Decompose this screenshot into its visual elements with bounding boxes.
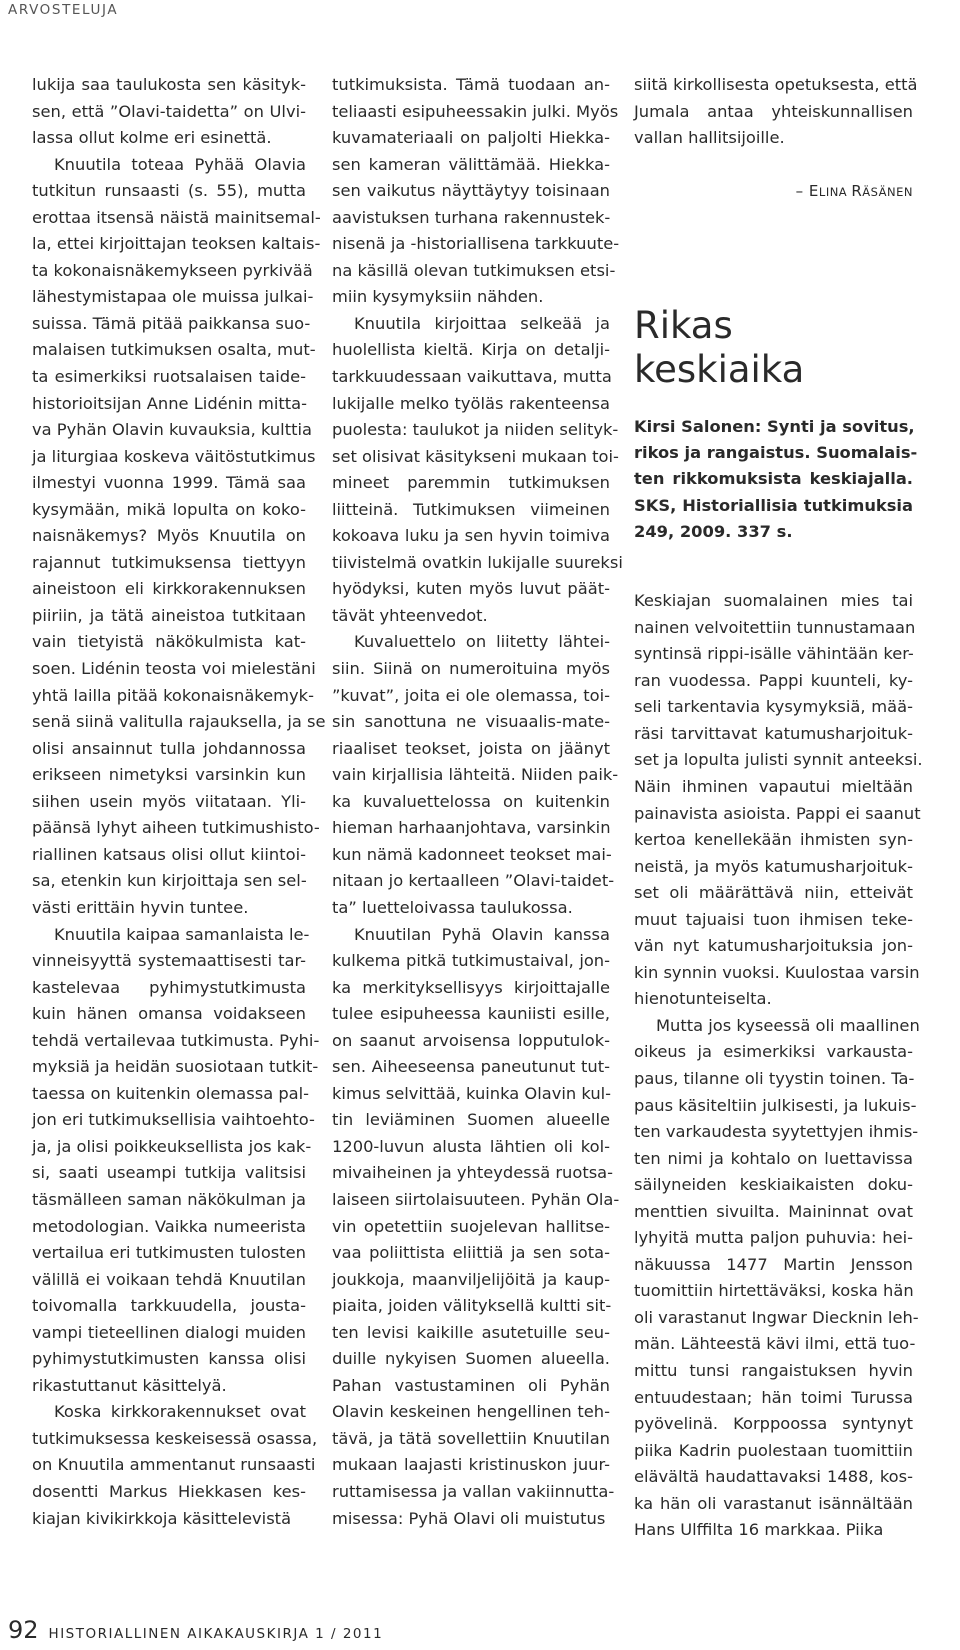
text-line: laiseen siirtolaisuuteen. Pyhän Ola- — [332, 1189, 620, 1209]
paragraph — [634, 1013, 920, 1544]
text-line: erottaa itsensä näistä mainitsemal- — [32, 207, 321, 227]
text-line: tuomittiin hirtettäväksi, koska hän — [634, 1281, 914, 1301]
text-line: Knuutilan Pyhä Olavin kanssa — [354, 924, 610, 944]
text-line: puolesta: taulukot ja niiden selityk- — [332, 420, 619, 440]
text-line: 249, 2009. 337 s. — [634, 521, 793, 541]
text-line: naisnäkemys? Myös Knuutila on — [32, 526, 306, 546]
text-line: kin synnin vuoksi. Kuulostaa varsin — [634, 962, 920, 982]
text-line: nisenä ja -historiallisena tarkkuute- — [332, 234, 620, 254]
text-line: huolellista kieltä. Kirja on detalji- — [332, 340, 610, 360]
text-line: pyövelinä. Korppoossa syntynyt — [634, 1414, 913, 1434]
text-line: la, ettei kirjoittajan teoksen kaltais- — [32, 234, 321, 254]
text-line: vampi tieteellinen dialogi muiden — [32, 1322, 306, 1342]
text-line: on Knuutila ammentanut runsaasti — [32, 1455, 316, 1475]
column-3-intro — [634, 72, 918, 152]
text-line: nainen velvoitettiin tunnustamaan — [634, 617, 916, 637]
signature-rest-1: LINA — [818, 184, 852, 199]
book-citation — [634, 414, 918, 545]
text-line: täsmälleen saman näkökulman ja — [32, 1189, 306, 1209]
text-line: seli tarkentavia kysymyksiä, mää- — [634, 697, 913, 717]
text-line: kokoava luku ja sen hyvin toimiva — [332, 526, 610, 546]
text-line: tävät yhteenvedot. — [332, 605, 488, 625]
text-line: myksiä ja heidän suosiotaan tutkit- — [32, 1057, 319, 1077]
text-line: neistä, ja myös katumusharjoituk- — [634, 856, 913, 876]
text-line: tarkkuudessaan vaikuttava, mutta — [332, 367, 612, 387]
text-line: rajannut tutkimuksensa tiettyyn — [32, 552, 306, 572]
text-line: set oli määrättävä niin, etteivät — [634, 883, 913, 903]
text-line: rikastuttanut käsittelyä. — [32, 1375, 227, 1395]
text-line: Pahan vastustaminen oli Pyhän — [332, 1375, 610, 1395]
text-line: piaita, joiden välityksellä kultti sit- — [332, 1296, 612, 1316]
text-line: muut tajuaisi tuon ihmisen teke- — [634, 909, 913, 929]
section-label: ARVOSTELUJA — [8, 2, 119, 18]
text-line: kuvamateriaali on paljolti Hiekka- — [332, 128, 610, 148]
text-line: metodologian. Vaikka numeerista — [32, 1216, 306, 1236]
text-line: duille nykyisen Suomen alueella. — [332, 1349, 610, 1369]
text-line: Knuutila kirjoittaa selkeää ja — [354, 313, 610, 333]
text-line: kiajan kivikirkkoja käsittelevistä — [32, 1508, 292, 1528]
text-line: sin sanottuna ne visuaalis-mate- — [332, 712, 610, 732]
text-line: sa, etenkin kun kirjoittaja sen sel- — [32, 871, 307, 891]
text-line: on saanut arvoisensa lopputulok- — [332, 1030, 610, 1050]
text-line: ten nimi ja kohtalo on luettavissa — [634, 1148, 913, 1168]
text-line: syntinsä rippi-isälle vähintään ker- — [634, 644, 914, 664]
text-line: siin. Siinä on numeroituina myös — [332, 659, 610, 679]
paragraph — [332, 311, 623, 630]
paragraph — [332, 629, 619, 921]
text-line: rikos ja rangaistus. Suomalais- — [634, 442, 918, 462]
text-line: ten rikkomuksista keskiajalla. — [634, 469, 913, 489]
text-line: ta” luetteloivassa taulukossa. — [332, 897, 573, 917]
text-line: Knuutila kaipaa samanlaista le- — [54, 924, 310, 944]
text-line: hieman harhaanjohtava, varsinkin — [332, 818, 611, 838]
review-title: Rikas keskiaika — [634, 303, 805, 391]
paragraph — [32, 922, 320, 1400]
text-line: erikseen nimetyksi varsinkin kun — [32, 765, 306, 785]
text-line: kulkema pitkä tutkimustaival, jon- — [332, 951, 610, 971]
text-line: Näin ihminen vapautui mieltään — [634, 776, 913, 796]
text-line: ruttamisessa ja vallan vakiinnutta- — [332, 1481, 615, 1501]
text-line: sen kameran välittämää. Hiekka- — [332, 154, 610, 174]
text-line: tulee esipuheessa kauniisti esille, — [332, 1004, 610, 1024]
text-line: miin kysymyksiin nähden. — [332, 287, 544, 307]
column-1 — [32, 72, 326, 1532]
text-line: dosentti Markus Hiekkasen kes- — [32, 1481, 306, 1501]
text-line: vin opetettiin suojelevan hallitse- — [332, 1216, 610, 1236]
text-line: vallan hallitsijoille. — [634, 128, 785, 148]
text-line: piika Kadrin puolestaan tuomittiin — [634, 1440, 913, 1460]
text-line: ta esimerkiksi ruotsalaisen taide- — [32, 367, 306, 387]
paragraph — [332, 72, 620, 311]
text-line: lyhyitä mutta paljon puhuvia: hei- — [634, 1228, 913, 1248]
text-line: olisi ansainnut tulla johdannossa — [32, 738, 306, 758]
text-line: ”kuvat”, joita ei ole olemassa, toi- — [332, 685, 610, 705]
text-line: tävä, ja tätä sovellettiin Knuutilan — [332, 1428, 610, 1448]
paragraph — [32, 1399, 318, 1532]
text-line: män. Lähteestä kävi ilmi, että tuo- — [634, 1334, 916, 1354]
text-line: soen. Lidénin teosta voi mielestäni — [32, 659, 316, 679]
paragraph — [634, 588, 923, 1013]
text-line: lukija saa taulukosta sen käsityk- — [32, 75, 306, 94]
text-line: oikeus ja esimerkiksi varkausta- — [634, 1042, 913, 1062]
text-line: joukkoja, maanviljelijöitä ja kaup- — [332, 1269, 610, 1289]
text-line: ten levisi kaikille asutetuille seu- — [332, 1322, 610, 1342]
text-line: aavistuksen turhana rakennustek- — [332, 207, 611, 227]
page-number: 92 — [8, 1616, 39, 1644]
text-line: pyhimystutkimusten kanssa olisi — [32, 1349, 306, 1369]
text-line: vän nyt katumusharjoituksia jon- — [634, 936, 913, 956]
text-line: lähestymistapaa ole muissa julkai- — [32, 287, 314, 307]
text-line: teliaasti esipuheessakin julki. Myös — [332, 101, 619, 121]
text-line: toivomalla tarkkuudella, jousta- — [32, 1296, 306, 1316]
text-line: Keskiajan suomalainen mies tai — [634, 591, 913, 611]
text-line: Hans Ulffilta 16 markkaa. Piika — [634, 1520, 884, 1540]
text-line: tutkimuksista. Tämä tuodaan an- — [332, 75, 610, 94]
text-line: taessa on kuitenkin olemassa pal- — [32, 1083, 310, 1103]
text-line: ka hän oli varastanut isännältään — [634, 1493, 913, 1513]
text-line: liitteinä. Tutkimuksen viimeinen — [332, 499, 610, 519]
text-line: historioitsijan Anne Lidénin mitta- — [32, 393, 308, 413]
text-line: kastelevaa pyhimystutkimusta — [32, 977, 306, 997]
text-line: Kuvaluettelo on liitetty lähtei- — [354, 632, 610, 652]
text-line: vain tietyistä näkökulmista kat- — [32, 632, 306, 652]
text-line: yhtä lailla pitää kokonaisnäkemyk- — [32, 685, 314, 705]
text-line: tehdä vertailevaa tutkimusta. Pyhi- — [32, 1030, 320, 1050]
text-line: misessa: Pyhä Olavi oli muistutus — [332, 1508, 606, 1528]
text-line: säilyneiden keskiaikaisten doku- — [634, 1175, 913, 1195]
paragraph — [32, 152, 326, 922]
text-line: Olavin keskeinen hengellinen teh- — [332, 1402, 610, 1422]
text-line: set ja lopulta julisti synnit anteeksi. — [634, 750, 923, 770]
page-footer — [8, 1616, 383, 1646]
text-line: mineet paremmin tutkimuksen — [332, 473, 610, 493]
text-line: set olisivat käsitykseni mukaan toi- — [332, 446, 619, 466]
text-line: vertailua eri tutkimusten tulosten — [32, 1243, 306, 1263]
paragraph — [332, 922, 620, 1533]
text-line: vain kirjallisia lähteitä. Niiden paik- — [332, 765, 619, 785]
text-line: na käsillä olevan tutkimuksen etsi- — [332, 260, 616, 280]
text-line: kun nämä kadonneet teokset mai- — [332, 844, 612, 864]
text-line: päänsä lyhyt aiheen tutkimushisto- — [32, 818, 320, 838]
column-3 — [634, 72, 923, 1544]
text-line: Kirsi Salonen: Synti ja sovitus, — [634, 416, 915, 436]
text-line: ten varkaudesta syytettyjen ihmis- — [634, 1122, 919, 1142]
text-line: kuin hänen omansa voidakseen — [32, 1004, 306, 1024]
text-line: si, saati useampi tutkija valitsisi — [32, 1163, 306, 1183]
text-line: näkuussa 1477 Martin Jensson — [634, 1254, 913, 1274]
text-line: menttien sivuilta. Maininnat ovat — [634, 1201, 913, 1221]
text-line: jon eri tutkimuksellisia vaihtoehto- — [32, 1110, 315, 1130]
text-line: nitaan jo kertaalleen ”Olavi-taidet- — [332, 871, 615, 891]
text-line: malaisen tutkimuksen osalta, mut- — [32, 340, 316, 360]
text-line: tutkitun runsaasti (s. 55), mutta — [32, 181, 306, 201]
paragraph — [32, 72, 306, 152]
text-line: hienotunteiselta. — [634, 989, 772, 1009]
text-line: hyödyksi, kuten myös luvut päät- — [332, 579, 610, 599]
text-line: ka kuvaluettelossa on kuitenkin — [332, 791, 610, 811]
text-line: vaa poliittista eliittiä ja sen sota- — [332, 1243, 610, 1263]
text-line: senä siinä valitulla rajauksella, ja se — [32, 712, 326, 732]
text-line: mittu tunsi rangaistuksen hyvin — [634, 1360, 913, 1380]
text-line: kimus selvittää, kuinka Olavin kul- — [332, 1083, 612, 1103]
text-line: aineistoon eli kirkkorakennuksen — [32, 579, 306, 599]
text-line: kysymään, mikä lopulta on koko- — [32, 499, 306, 519]
text-line: tiivistelmä ovatkin lukijalle suureksi — [332, 552, 623, 572]
text-line: mukaan laajasti kristinuskon juur- — [332, 1455, 610, 1475]
text-line: lassa ollut kolme eri esinettä. — [32, 128, 272, 148]
column-2 — [332, 72, 623, 1532]
text-line: siihen usein myös viitataan. Yli- — [32, 791, 306, 811]
text-line: västi erittäin hyvin tuntee. — [32, 897, 249, 917]
text-line: ran vuodessa. Pappi kuunteli, ky- — [634, 670, 913, 690]
text-line: mivaiheinen ja yhteydessä ruotsa- — [332, 1163, 614, 1183]
text-line: lukijalle melko työläs rakenteensa — [332, 393, 610, 413]
column-3-body — [634, 588, 923, 1544]
signature-dash: – — [795, 181, 809, 200]
text-line: elävältä haudattavaksi 1488, kos- — [634, 1467, 913, 1487]
text-line: entuudestaan; hän toimi Turussa — [634, 1387, 913, 1407]
signature-initial-1: E — [808, 181, 819, 200]
text-line: suissa. Tämä pitää paikkansa suo- — [32, 313, 311, 333]
text-line: piiriin, ja tätä aineistoa tutkitaan — [32, 605, 306, 625]
author-signature — [634, 182, 913, 200]
text-line: tutkimuksessa keskeisessä osassa, — [32, 1428, 318, 1448]
journal-name: HISTORIALLINEN AIKAKAUSKIRJA 1 / 2011 — [48, 1626, 384, 1642]
text-line: ilmestyi vuonna 1999. Tämä saa — [32, 473, 306, 493]
text-line: ka merkityksellisyys kirjoittajalle — [332, 977, 610, 997]
text-line: vinneisyyttä systemaattisesti tar- — [32, 951, 306, 971]
text-line: riallinen katsaus olisi ollut kiintoi- — [32, 844, 306, 864]
text-line: siitä kirkollisesta opetuksesta, että — [634, 75, 918, 94]
text-line: Jumala antaa yhteiskunnallisen — [634, 101, 913, 121]
text-line: va Pyhän Olavin kuvauksia, kulttia — [32, 420, 312, 440]
text-line: SKS, Historiallisia tutkimuksia — [634, 495, 913, 515]
signature-rest-2: ÄSÄNEN — [862, 184, 913, 199]
text-line: Knuutila toteaa Pyhää Olavia — [54, 154, 306, 174]
signature-initial-2: R — [851, 181, 863, 200]
text-line: räsi tarvittavat katumusharjoituk- — [634, 723, 913, 743]
text-line: riaaliset teokset, joista on jäänyt — [332, 738, 610, 758]
text-line: Koska kirkkorakennukset ovat — [54, 1402, 306, 1422]
text-line: paus käsiteltiin julkisesti, ja lukuis- — [634, 1095, 917, 1115]
text-line: sen vaikutus näyttäytyy toisinaan — [332, 181, 610, 201]
text-line: ta kokonaisnäkemykseen pyrkivää — [32, 260, 313, 280]
text-line: sen. Aiheeseensa paneutunut tut- — [332, 1057, 610, 1077]
text-line: paus, tilanne oli tyystin toinen. Ta- — [634, 1068, 915, 1088]
text-line: sen, että ”Olavi-taidetta” on Ulvi- — [32, 101, 306, 121]
text-line: välillä ei voikaan tehdä Knuutilan — [32, 1269, 306, 1289]
text-line: tin leviäminen Suomen alueelle — [332, 1110, 610, 1130]
text-line: oli varastanut Ingwar Diecknin leh- — [634, 1307, 919, 1327]
text-line: ja, ja olisi poikkeuksellista jos kak- — [32, 1136, 312, 1156]
text-line: Mutta jos kyseessä oli maallinen — [656, 1015, 920, 1035]
text-line: ja liturgiaa koskeva väitöstutkimus — [32, 446, 316, 466]
text-line: kertoa kenellekään ihmisten syn- — [634, 830, 913, 850]
text-line: painavista asioista. Pappi ei saanut — [634, 803, 921, 823]
text-line: 1200-luvun alusta lähtien oli kol- — [332, 1136, 610, 1156]
